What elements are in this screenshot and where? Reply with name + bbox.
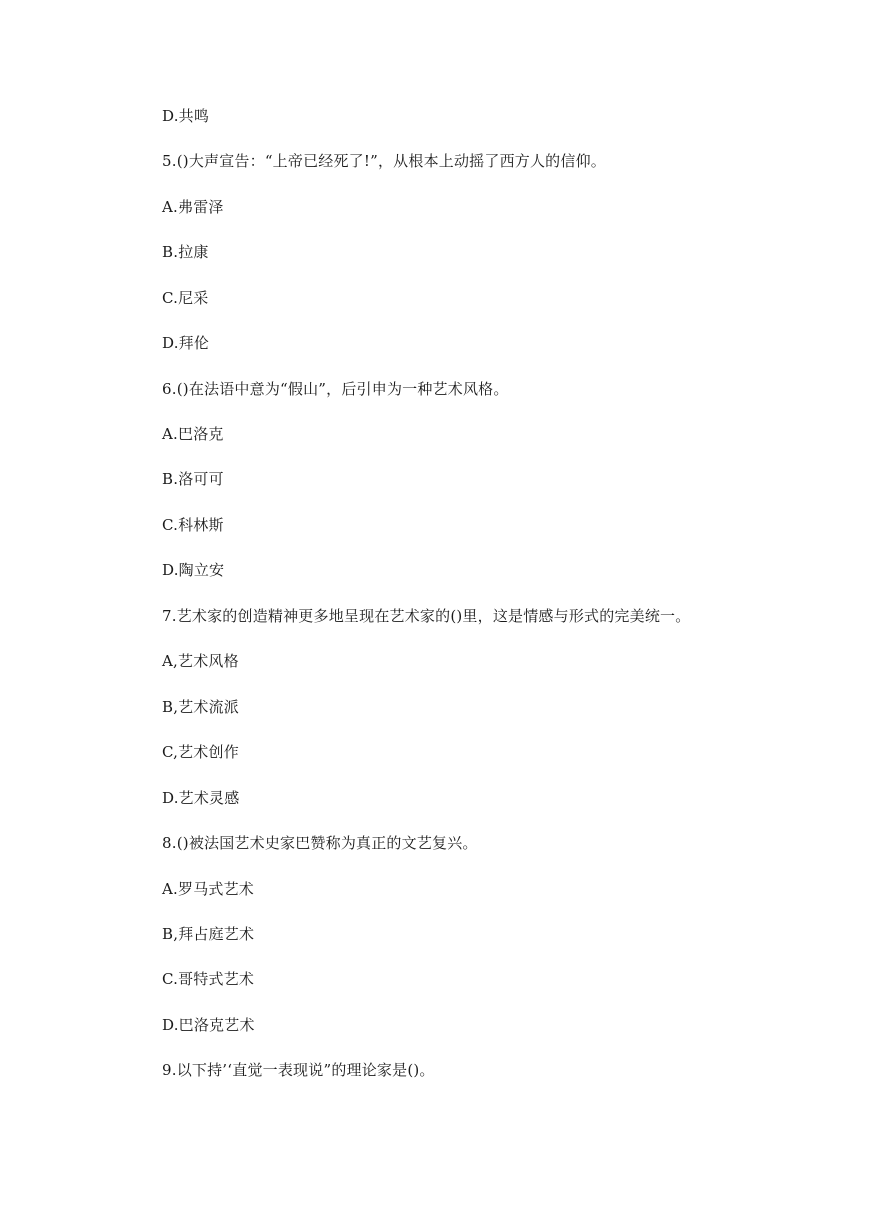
option-d-q4: D.共鸣 xyxy=(162,107,210,125)
option-c-q7: C,艺术创作 xyxy=(162,743,239,761)
question-5: 5.()大声宣告：“上帝已经死了!”，从根本上动摇了西方人的信仰。 xyxy=(162,152,606,170)
option-a-q8: A.罗马式艺术 xyxy=(162,880,255,898)
option-d-q8: D.巴洛克艺术 xyxy=(162,1016,255,1034)
option-d-q7: D.艺术灵感 xyxy=(162,789,240,807)
option-d-q5: D.拜伦 xyxy=(162,334,210,352)
option-a-q5: A.弗雷泽 xyxy=(162,198,224,216)
option-b-q7: B,艺术流派 xyxy=(162,698,239,716)
option-c-q8: C.哥特式艺术 xyxy=(162,970,255,988)
option-d-q6: D.陶立安 xyxy=(162,561,225,579)
option-b-q5: B.拉康 xyxy=(162,243,209,261)
option-b-q8: B,拜占庭艺术 xyxy=(162,925,255,943)
option-c-q5: C.尼采 xyxy=(162,289,209,307)
option-a-q7: A,艺术风格 xyxy=(162,652,239,670)
question-6: 6.()在法语中意为“假山”，后引申为一种艺术风格。 xyxy=(162,380,509,398)
option-b-q6: B.洛可可 xyxy=(162,470,224,488)
question-8: 8.()被法国艺术史家巴赞称为真正的文艺复兴。 xyxy=(162,834,478,852)
option-a-q6: A.巴洛克 xyxy=(162,425,224,443)
question-7: 7.艺术家的创造精神更多地呈现在艺术家的()里，这是情感与形式的完美统一。 xyxy=(162,607,691,625)
option-c-q6: C.科林斯 xyxy=(162,516,224,534)
question-9: 9.以下持’‘直觉一表现说”的理论家是()。 xyxy=(162,1061,435,1079)
